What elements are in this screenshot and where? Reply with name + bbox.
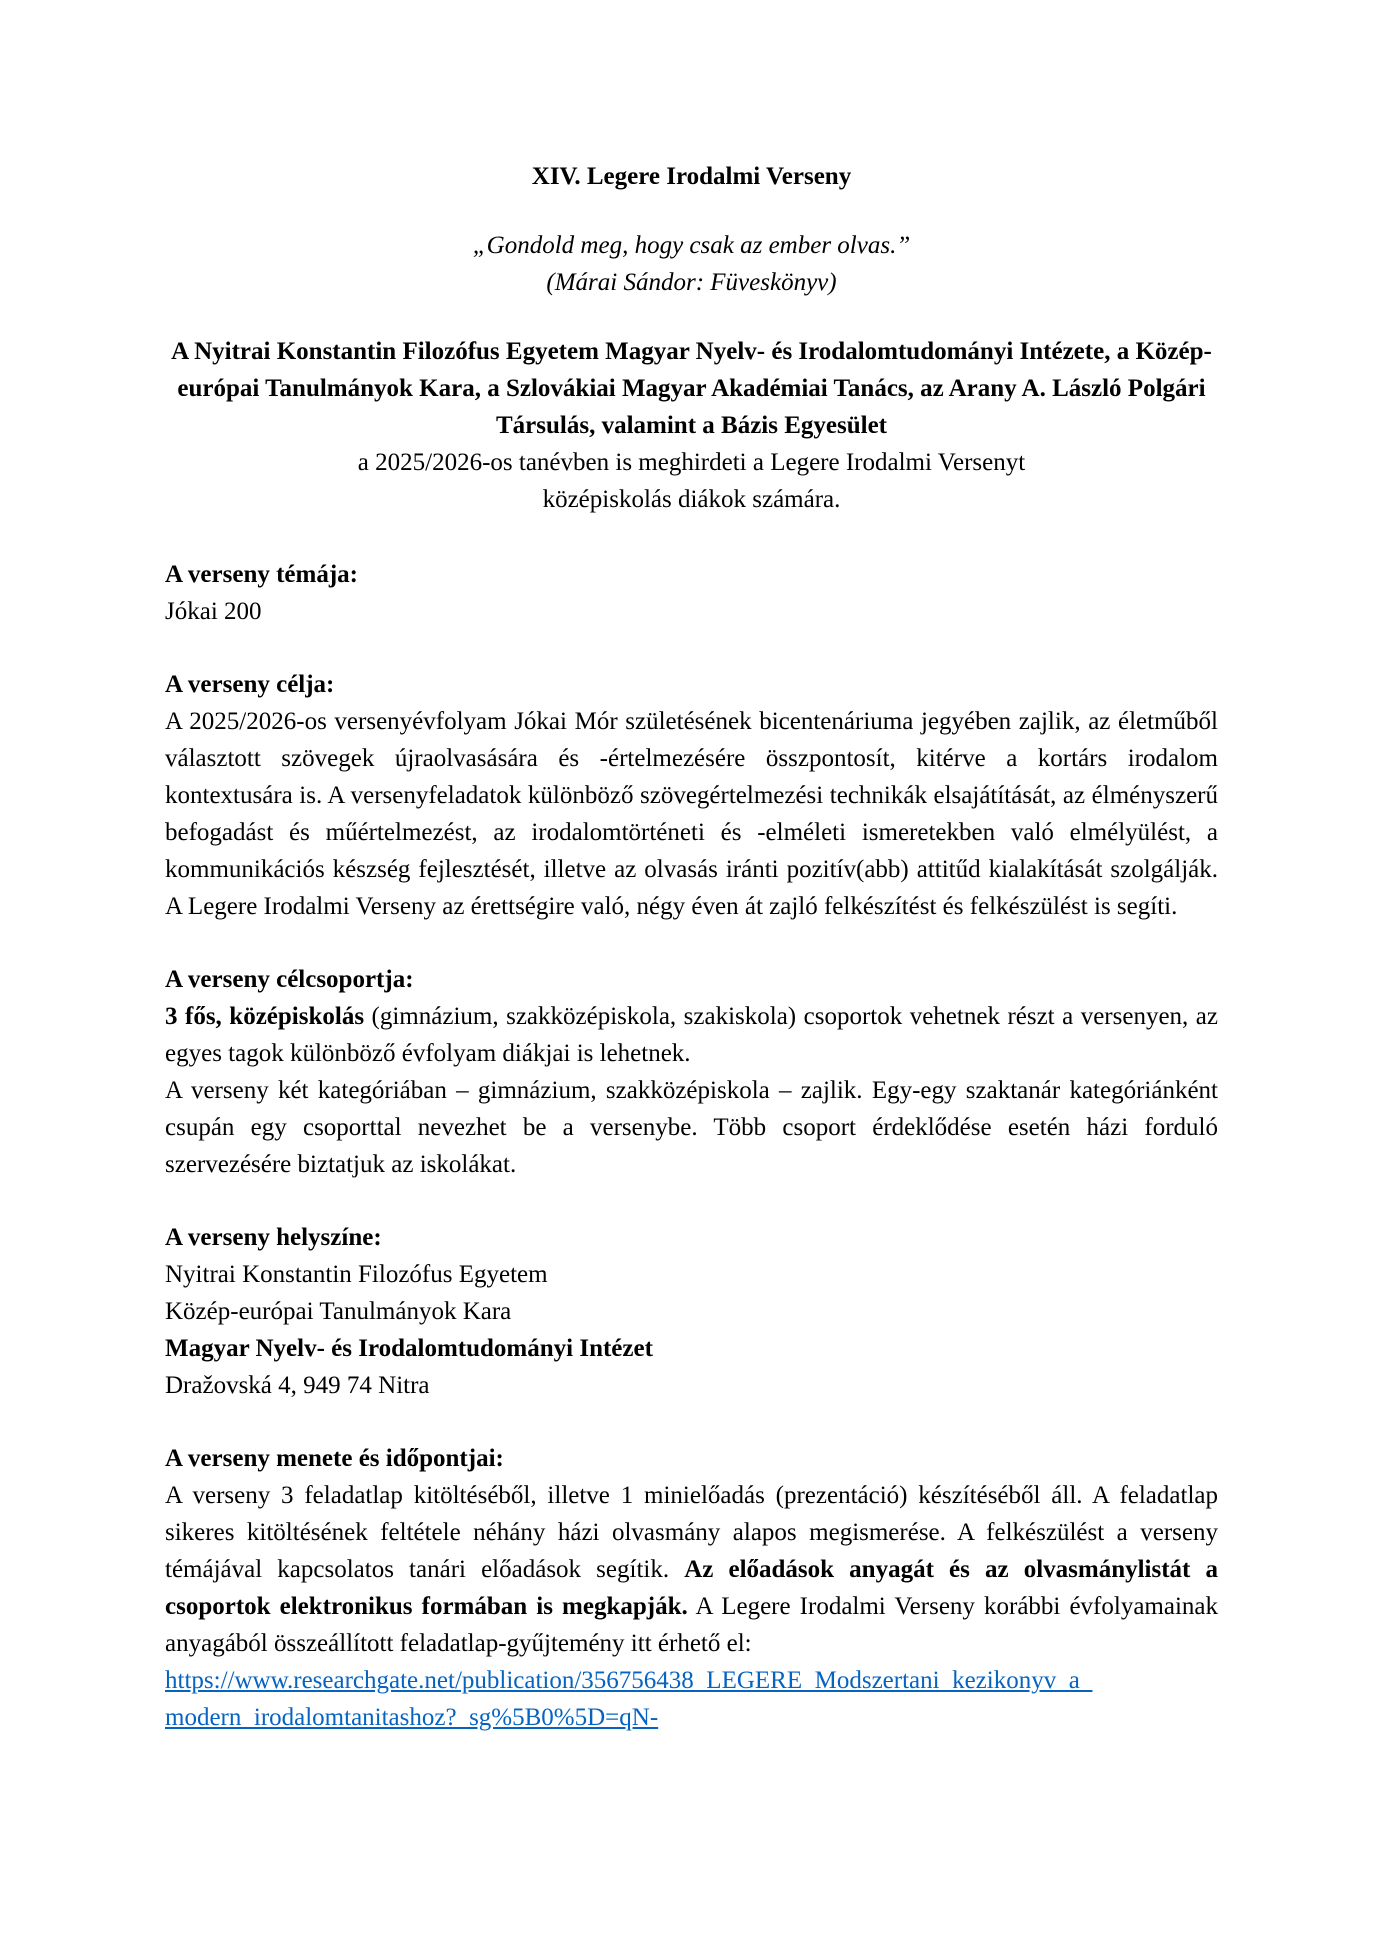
target-paragraph-1: [165, 998, 1218, 1072]
venue-heading: A verseny helyszíne:: [165, 1224, 382, 1251]
target-bold-lead: 3 fős, középiskolás: [165, 1003, 365, 1030]
goal-text: A 2025/2026-os versenyévfolyam Jókai Mór születésének bicentenáriuma jegyében zajlik, az életműből választott szövegek újraolvasására és -értelmezésére összpontosít, kitérve a kortárs irodalom kontextusára is. A versenyfeladatok különböző szövegértelmezési technikák elsajátítását, az élményszerű befogadást és műértelmezést, az irodalomtörténeti és -elméleti ismeretekben való elmélyülést, a kommunikációs készség fejlesztését, illetve az olvasás iránti pozitív(abb) attitűd kialakítását szolgálják. A Legere Irodalmi Verseny az érettségire való, négy éven át zajló felkészítést és felkészülést is segíti.: [165, 708, 1218, 920]
quote-text: „Gondold meg, hogy csak az ember olvas.”: [472, 232, 911, 259]
schedule-heading: A verseny menete és időpontjai:: [165, 1445, 504, 1472]
intro-line-1: a 2025/2026-os tanévben is meghirdeti a Legere Irodalmi Versenyt: [357, 449, 1026, 476]
target-heading: A verseny célcsoportja:: [165, 966, 414, 993]
schedule-section: [165, 1440, 1218, 1736]
page-title: XIV. Legere Irodalmi Verseny: [531, 163, 852, 190]
venue-line-3: Magyar Nyelv- és Irodalomtudományi Intézet: [165, 1335, 653, 1362]
schedule-paragraph: [165, 1477, 1218, 1662]
schedule-text-1: A verseny 3 feladatlap kitöltéséből, illetve 1 minielőadás (prezentáció) készítéséből áll. A feladatlap sikeres kitöltésének feltétele néhány házi olvasmány alapos megismerése. A felkészülést a verseny témájával kapcsolatos tanári előadások segítik.: [165, 1482, 1218, 1583]
venue-line-2: Közép-európai Tanulmányok Kara: [165, 1298, 512, 1325]
venue-section: [165, 1219, 1218, 1404]
schedule-text-2: A Legere Irodalmi Verseny korábbi évfolyamainak anyagából összeállított feladatlap-gyűjtemény itt érhető el:: [165, 1593, 1218, 1657]
venue-address: Dražovská 4, 949 74 Nitra: [165, 1372, 430, 1399]
researchgate-link-line-1[interactable]: https://www.researchgate.net/publication/356756438_LEGERE_Modszertani_kezikonyv_a_: [165, 1667, 1093, 1694]
intro-line-2: középiskolás diákok számára.: [542, 486, 841, 513]
target-text-1: (gimnázium, szakközépiskola, szakiskola) csoportok vehetnek részt a versenyen, az egyes tagok különböző évfolyam diákjai is lehetnek.: [165, 1003, 1218, 1067]
researchgate-link-line-2[interactable]: modern_irodalomtanitashoz?_sg%5B0%5D=qN-: [165, 1704, 659, 1731]
target-paragraph-2: A verseny két kategóriában – gimnázium, szakközépiskola – zajlik. Egy-egy szaktanár kategóriánként csupán egy csoporttal nevezhet be a versenybe. Több csoport érdeklődése esetén házi forduló szervezésére biztatjuk az iskolákat.: [165, 1077, 1218, 1178]
venue-line-1: Nyitrai Konstantin Filozófus Egyetem: [165, 1261, 548, 1288]
theme-section: [165, 556, 1218, 630]
schedule-bold-text: Az előadások anyagát és az olvasmánylistát a csoportok elektronikus formában is megkapják.: [165, 1556, 1218, 1620]
theme-text: Jókai 200: [165, 598, 262, 625]
target-section: [165, 961, 1218, 1183]
motto-quote: [165, 227, 1218, 301]
intro-block: [165, 333, 1218, 518]
organizers-text: A Nyitrai Konstantin Filozófus Egyetem Magyar Nyelv- és Irodalomtudományi Intézete, a Közép-európai Tanulmányok Kara, a Szlovákiai Magyar Akadémiai Tanács, az Arany A. László Polgári Társulás, valamint a Bázis Egyesület: [171, 338, 1212, 439]
goal-section: [165, 666, 1218, 925]
goal-heading: A verseny célja:: [165, 671, 335, 698]
theme-heading: A verseny témája:: [165, 561, 358, 588]
quote-source: (Márai Sándor: Füveskönyv): [546, 269, 837, 296]
